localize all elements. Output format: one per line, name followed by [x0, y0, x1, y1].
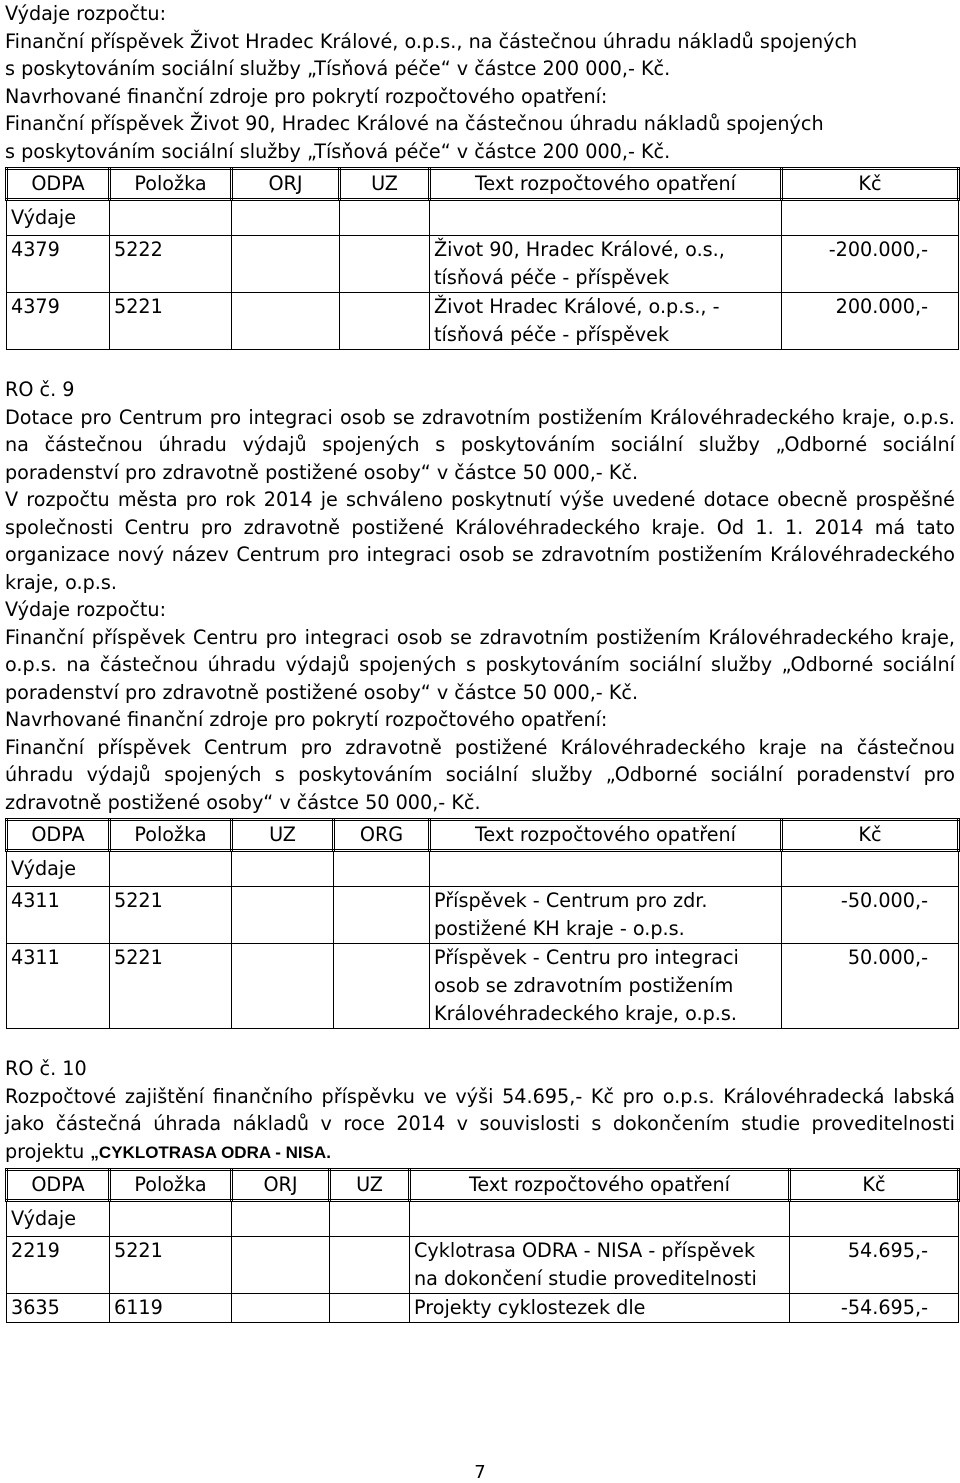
- col-header-polozka: Položka: [110, 820, 232, 851]
- cell-text: Život 90, Hradec Králové, o.s., tísňová péče - příspěvek: [430, 236, 782, 293]
- col-header-kc: Kč: [782, 169, 959, 200]
- table-header-row: [7, 1170, 959, 1201]
- cell-text: Cyklotrasa ODRA - NISA - příspěvek na dokončení studie proveditelnosti: [410, 1237, 790, 1294]
- col-header-uz: UZ: [340, 169, 430, 200]
- cell-kc: 50.000,-: [782, 944, 959, 1029]
- table-row: [7, 236, 959, 293]
- col-header-uz: UZ: [330, 1170, 410, 1201]
- budget-table-2: [5, 818, 960, 1029]
- cell-orj: [232, 236, 340, 293]
- col-header-odpa: ODPA: [7, 1170, 110, 1201]
- expenses-line: s poskytováním sociální služby „Tísňová péče“ v částce 200 000,- Kč.: [5, 57, 671, 80]
- table-row: [7, 944, 959, 1029]
- funding-line: s poskytováním sociální služby „Tísňová péče“ v částce 200 000,- Kč.: [5, 139, 671, 163]
- table-row: [7, 887, 959, 944]
- section-row: [7, 200, 959, 236]
- cell-uz: [232, 944, 334, 1029]
- section-label: Výdaje: [7, 1201, 110, 1237]
- funding-line: Finanční příspěvek Život 90, Hradec Králové na částečnou úhradu nákladů spojených: [5, 112, 824, 135]
- table-row: [7, 1237, 959, 1294]
- cell-polozka: 5221: [110, 887, 232, 944]
- col-header-polozka: Položka: [110, 1170, 232, 1201]
- table-row: [7, 293, 959, 350]
- cell-odpa: 4379: [7, 236, 110, 293]
- cell-odpa: 3635: [7, 1294, 110, 1323]
- cell-kc: 54.695,-: [790, 1237, 959, 1294]
- ro9-expenses-heading: Výdaje rozpočtu:: [5, 598, 167, 621]
- cell-kc: -200.000,-: [782, 236, 959, 293]
- col-header-text: Text rozpočtového opatření: [410, 1170, 790, 1201]
- cell-text: Život Hradec Králové, o.p.s., - tísňová péče - příspěvek: [430, 293, 782, 350]
- ro9-paragraph: Dotace pro Centrum pro integraci osob se zdravotním postižením Královéhradeckého kraje, o.p.s. na částečnou úhradu výdajů spojených s poskytováním sociální služby „Odborné sociální poradenství pro zdravotně postižené osoby“ v částce 50 000,- Kč.: [5, 405, 955, 484]
- cell-uz: [340, 293, 430, 350]
- cell-kc: -54.695,-: [790, 1294, 959, 1323]
- ro9-paragraph: Finanční příspěvek Centru pro integraci osob se zdravotním postižením Královéhradeckého kraje, o.p.s. na částečnou úhradu výdajů spojených s poskytováním sociální služby „Odborné sociální poradenství pro zdravotně postižené osoby“ v částce 50 000,- Kč.: [5, 625, 955, 704]
- cell-orj: [232, 293, 340, 350]
- section-row: [7, 1201, 959, 1237]
- section-label: Výdaje: [7, 200, 110, 236]
- cell-polozka: 5221: [110, 293, 232, 350]
- cell-uz: [330, 1294, 410, 1323]
- cell-odpa: 4379: [7, 293, 110, 350]
- budget-table-1: [5, 167, 960, 350]
- cell-kc: -50.000,-: [782, 887, 959, 944]
- cell-odpa: 4311: [7, 944, 110, 1029]
- cell-odpa: 2219: [7, 1237, 110, 1294]
- section-label: Výdaje: [7, 851, 110, 887]
- cell-orj: [232, 1237, 330, 1294]
- col-header-polozka: Položka: [110, 169, 232, 200]
- cell-polozka: 5221: [110, 944, 232, 1029]
- table-header-row: [7, 820, 959, 851]
- budget-table-3: [5, 1168, 960, 1323]
- cell-polozka: 5221: [110, 1237, 232, 1294]
- page-number: 7: [474, 1462, 486, 1483]
- cell-kc: 200.000,-: [782, 293, 959, 350]
- cell-uz: [232, 887, 334, 944]
- col-header-orj: ORJ: [232, 169, 340, 200]
- col-header-kc: Kč: [790, 1170, 959, 1201]
- cell-polozka: 5222: [110, 236, 232, 293]
- cell-text: Příspěvek - Centru pro integraci osob se zdravotním postižením Královéhradeckého kraje, o.p.s.: [430, 944, 782, 1029]
- expenses-line: Finanční příspěvek Život Hradec Králové, o.p.s., na částečnou úhradu nákladů spojených: [5, 29, 858, 53]
- funding-heading: Navrhované finanční zdroje pro pokrytí rozpočtového opatření:: [5, 84, 608, 108]
- table-header-row: [7, 169, 959, 200]
- cell-orj: [232, 1294, 330, 1323]
- ro9-paragraph: Finanční příspěvek Centrum pro zdravotně postižené Královéhradeckého kraje na částečnou úhradu výdajů spojených s poskytováním sociální služby „Odborné sociální poradenství pro zdravotně postižené osoby“ v částce 50 000,- Kč.: [5, 735, 955, 814]
- cell-org: [334, 944, 430, 1029]
- table-row: [7, 1294, 959, 1323]
- col-header-text: Text rozpočtového opatření: [430, 820, 782, 851]
- cell-uz: [330, 1237, 410, 1294]
- cell-org: [334, 887, 430, 944]
- cell-text: Příspěvek - Centrum pro zdr. postižené KH kraje - o.p.s.: [430, 887, 782, 944]
- col-header-uz: UZ: [232, 820, 334, 851]
- col-header-odpa: ODPA: [7, 820, 110, 851]
- ro10-title: RO č. 10: [5, 1057, 87, 1080]
- ro10-paragraph: [5, 1083, 955, 1167]
- col-header-text: Text rozpočtového opatření: [430, 169, 782, 200]
- section-row: [7, 851, 959, 887]
- col-header-kc: Kč: [782, 820, 959, 851]
- ro10-text: Rozpočtové zajištění finančního příspěvku ve výši 54.695,- Kč pro o.p.s. Královéhradecká labská jako částečná úhrada nákladů v roce 2014 v souvislosti s dokončením studie proveditelnosti projektu: [5, 1084, 955, 1163]
- ro9-funding-heading: Navrhované finanční zdroje pro pokrytí rozpočtového opatření:: [5, 708, 608, 731]
- ro10-project-name: „CYKLOTRASA ODRA - NISA.: [90, 1142, 331, 1162]
- expenses-heading: Výdaje rozpočtu:: [5, 2, 167, 25]
- ro9-paragraph: V rozpočtu města pro rok 2014 je schváleno poskytnutí výše uvedené dotace obecně prospěšné společnosti Centru pro zdravotně postižené Královéhradeckého kraje. Od 1. 1. 2014 má tato organizace nový název Centrum pro integraci osob se zdravotním postižením Královéhradeckého kraje, o.p.s.: [5, 488, 955, 594]
- document-page: [5, 0, 955, 1323]
- cell-text: Projekty cyklostezek dle: [410, 1294, 790, 1323]
- col-header-org: ORG: [334, 820, 430, 851]
- cell-uz: [340, 236, 430, 293]
- cell-polozka: 6119: [110, 1294, 232, 1323]
- ro9-title: RO č. 9: [5, 378, 75, 401]
- cell-odpa: 4311: [7, 887, 110, 944]
- col-header-orj: ORJ: [232, 1170, 330, 1201]
- col-header-odpa: ODPA: [7, 169, 110, 200]
